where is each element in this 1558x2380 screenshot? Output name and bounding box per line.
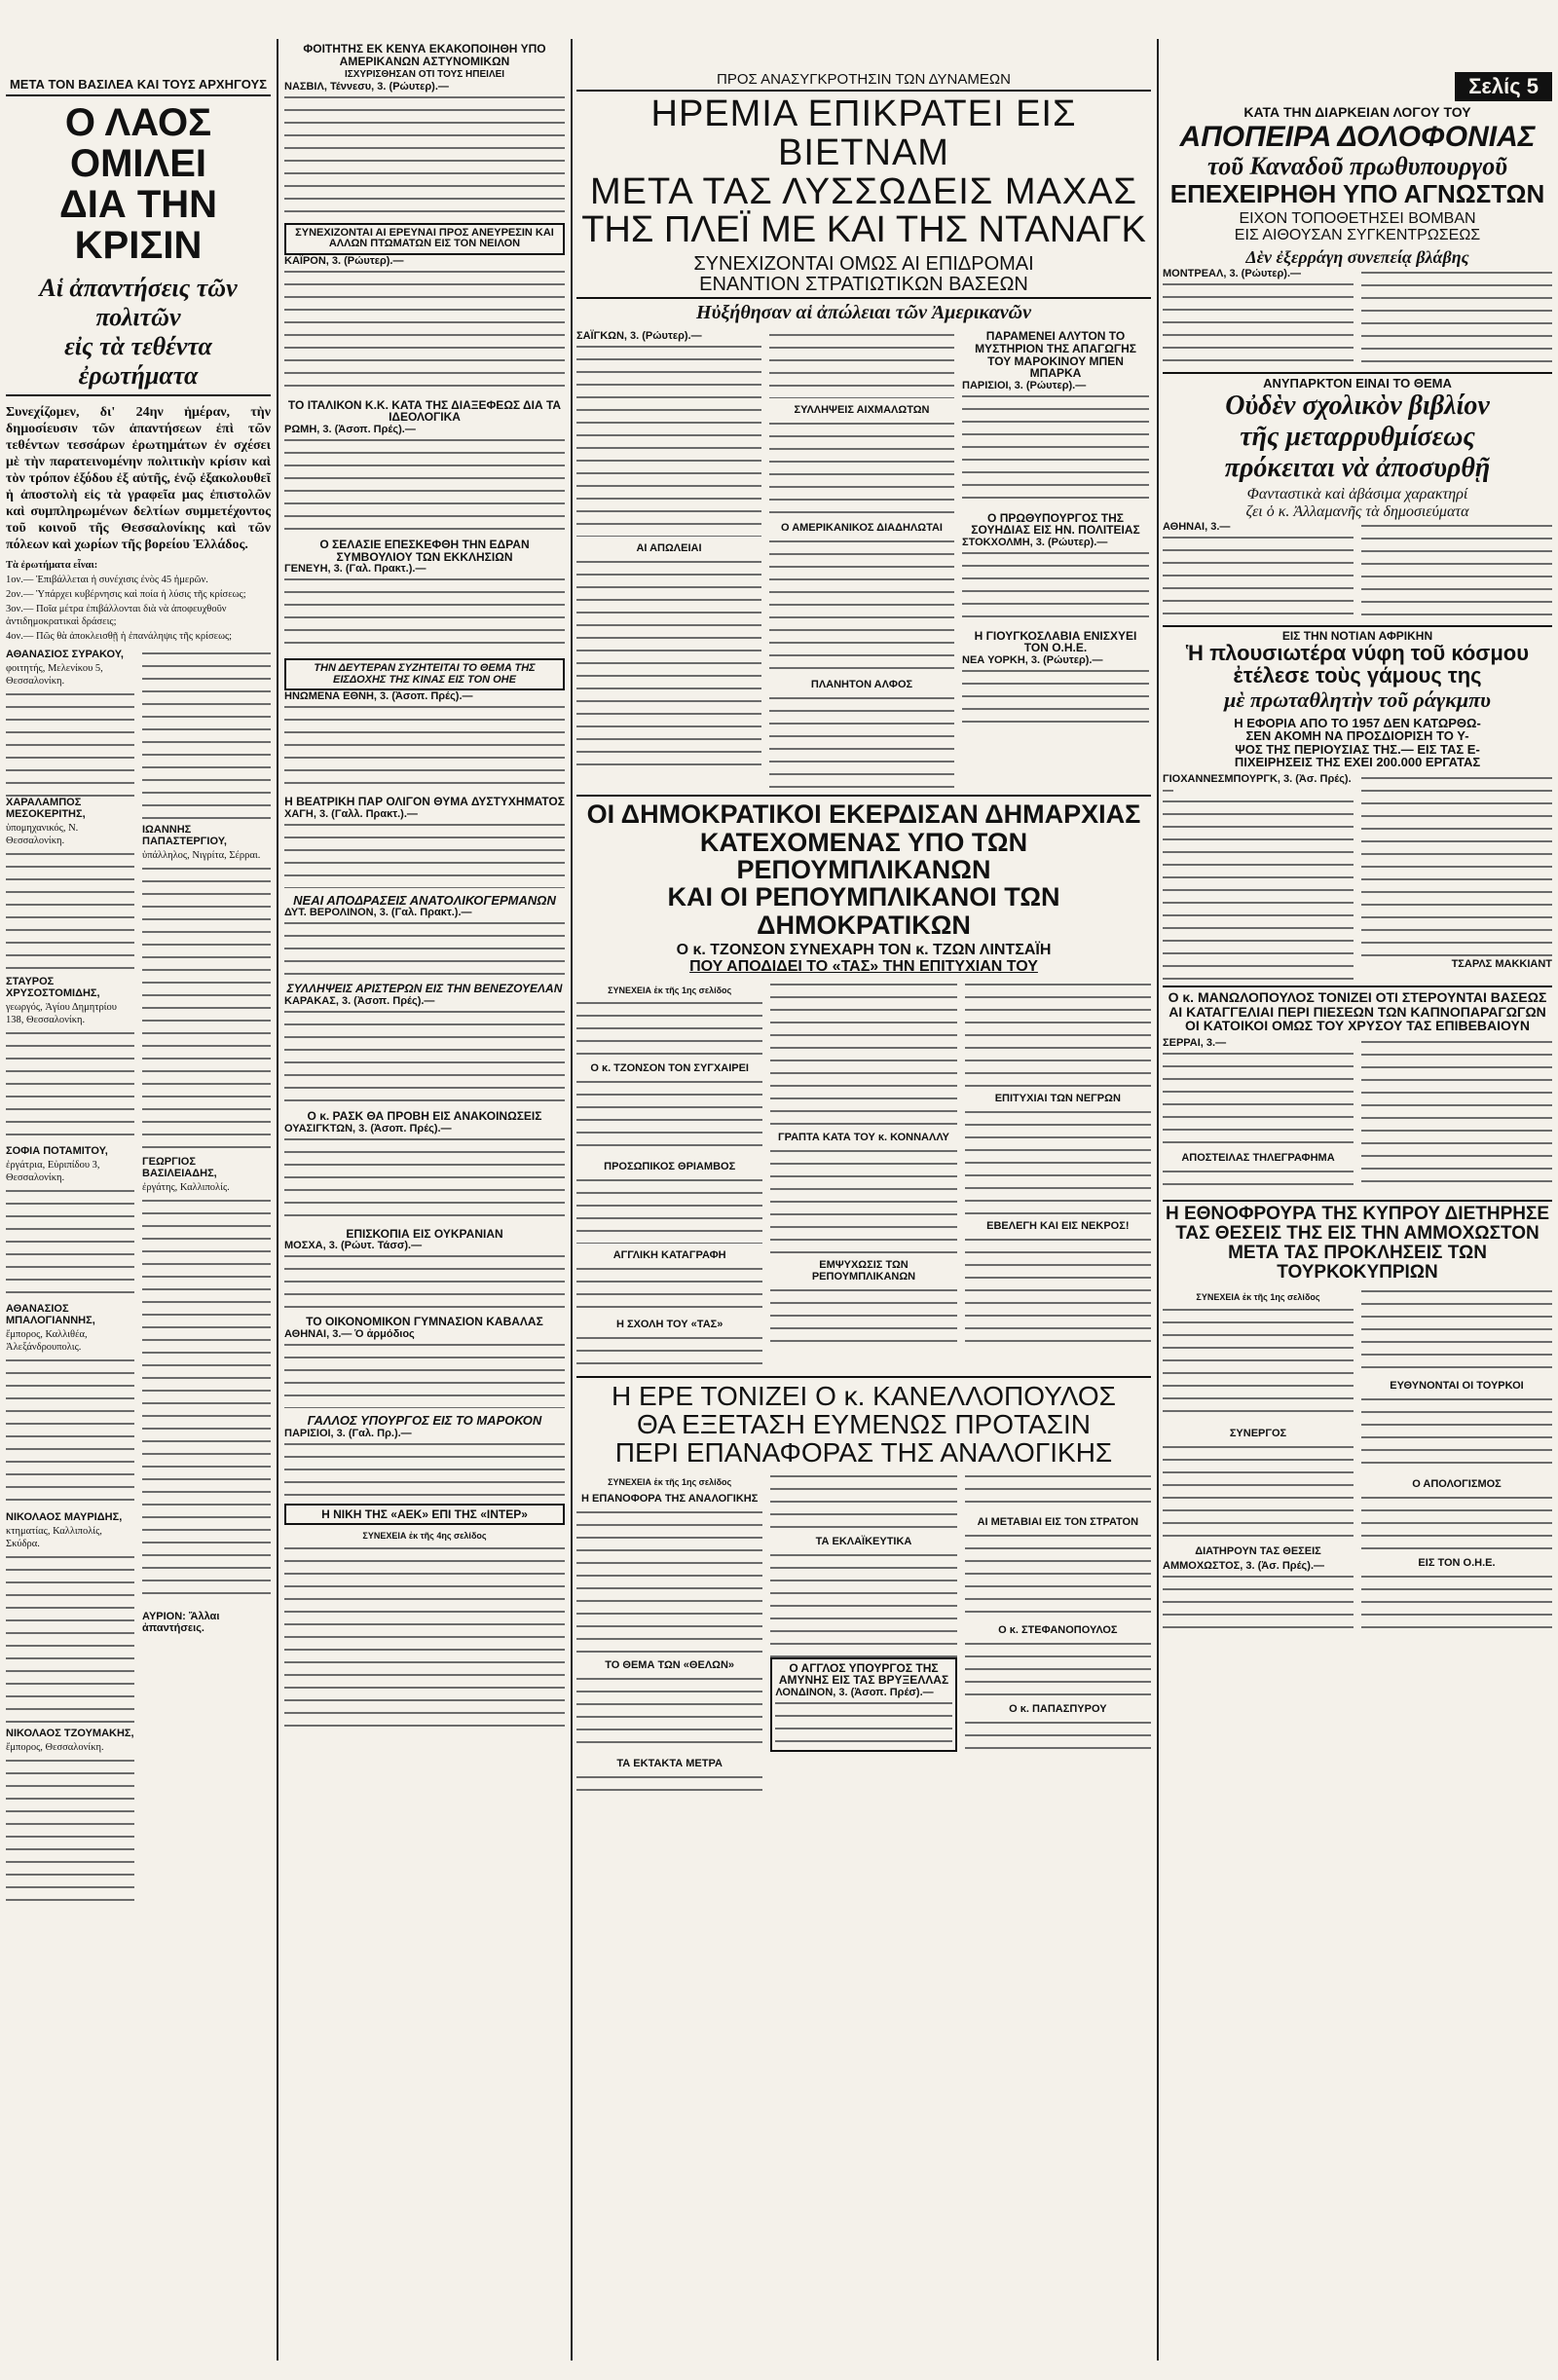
vietnam-headline-3: ΤΗΣ ΠΛΕΪ ΜΕ ΚΑΙ ΤΗΣ ΝΤΑΝΑΓΚ <box>581 209 1146 251</box>
answer-entry: ΓΕΩΡΓΙΟΣ ΒΑΣΙΛΕΙΑΔΗΣ, ἐργάτης, Καλλιπολίς. <box>142 1156 271 1605</box>
vietnam-body: ΣΑΪΓΚΩΝ, 3. (Ρώυτερ).— ΑΙ ΑΠΩΛΕΙΑΙ ΣΥΛΛΗΨΕΙΣ ΑΙΧΜΑΛΩΤΩΝ Ο ΑΜΕΡΙΚΑΝΙΚΟΣ ΔΙΑΔΗΛΩΤΑΙ ΠΛΑΝΗΤΟΝ ΑΛΦΟΣ ΠΑΡΑΜΕΝΕΙ ΑΛΥΤΟΝ ΤΟ ΜΥΣΤΗΡΙΟΝ ΤΗΣ ΑΠΑΓΩΓΗΣ ΤΟΥ ΜΑΡΟΚΙΝΟΥ ΜΠΕΝ ΜΠΑΡΚΑ ΠΑΡΙΣΙΟΙ, 3. (Ρώυτερ).— Ο ΠΡΩΘΥΠΟΥΡΓΟΣ ΤΗΣ ΣΟΥΗΔΙΑΣ ΕΙΣ ΗΝ. ΠΟΛΙΤΕΙΑΣ ΣΤΟΚΧΟΛΜΗ, 3. (Ρώυτερ).— Η ΓΙΟΥΓΚΟΣΛΑΒΙΑ ΕΝΙΣΧΥΕΙ ΤΟΝ Ο.Η.Ε. ΝΕΑ ΥΟΡΚΗ, 3. (Ρώυτερ).— <box>576 330 1151 791</box>
crisis-headline-1: Ο ΛΑΟΣ ΟΜΙΛΕΙ <box>64 100 212 185</box>
kenya-student-headline: ΦΟΙΤΗΤΗΣ ΕΚ ΚΕΝΥΑ ΕΚΑΚΟΠΟΙΗΘΗ ΥΠΟ ΑΜΕΡΙΚΑΝΩΝ ΑΣΤΥΝΟΜΙΚΩΝ <box>303 43 546 68</box>
vietnam-deck: Ηὐξήθησαν αἱ ἀπώλειαι τῶν Ἀμερικανῶν <box>696 302 1031 324</box>
selassie-headline: Ο ΣΕΛΑΣΙΕ ΕΠΕΣΚΕΦΘΗ ΤΗΝ ΕΔΡΑΝ ΣΥΜΒΟΥΛΙΟΥ ΤΩΝ ΕΚΚΛΗΣΙΩΝ <box>319 537 530 564</box>
canada-sub-2: ΕΙΣ ΑΙΘΟΥΣΑΝ ΣΥΓΚΕΝΤΡΩΣΕΩΣ <box>1234 227 1481 244</box>
canada-headline-1: ΑΠΟΠΕΙΡΑ ΔΟΛΟΦΟΝΙΑΣ <box>1179 120 1536 153</box>
answer-entry: ΑΘΑΝΑΣΙΟΣ ΜΠΑΛΟΓΙΑΝΝΗΣ, ἔμπορος, Καλλιθέα, Ἀλεξάνδρουπολις. <box>6 1303 134 1511</box>
vietnam-sub-1: ΣΥΝΕΧΙΖΟΝΤΑΙ ΟΜΩΣ ΑΙ ΕΠΙΔΡΟΜΑΙ <box>693 253 1034 276</box>
bride-headline-2: ἐτέλεσε τοὺς γάμους της <box>1233 663 1482 688</box>
column-rule <box>571 39 573 2361</box>
east-germans-headline: ΝΕΑΙ ΑΠΟΔΡΑΣΕΙΣ ΑΝΑΤΟΛΙΚΟΓΕΡΜΑΝΩΝ <box>293 892 556 908</box>
aek-win-headline: Η ΝΙΚΗ ΤΗΣ «ΑΕΚ» ΕΠΙ ΤΗΣ «ΙΝΤΕΡ» <box>284 1504 565 1526</box>
answers-right <box>142 649 271 1912</box>
question-3: 3ον.— Ποῖα μέτρα ἐπιβάλλονται διὰ νὰ ἀποφευχθοῦν ἀντιδημοκρατικαὶ δράσεις; <box>6 603 227 627</box>
crisis-headline-2: ΔΙΑ ΤΗΝ ΚΡΙΣΙΝ <box>58 182 218 267</box>
elections-sub-1: Ο κ. ΤΖΟΝΣΟΝ ΣΥΝΕΧΑΡΗ ΤΟΝ κ. ΤΖΩΝ ΛΙΝΤΣΑΪΗ <box>676 942 1052 959</box>
china-un-headline: ΤΗΝ ΔΕΥΤΕΡΑΝ ΣΥΖΗΤΕΙΤΑΙ ΤΟ ΘΕΜΑ ΤΗΣ ΕΙΣΔΟΧΗΣ ΤΗΣ ΚΙΝΑΣ ΕΙΣ ΤΟΝ ΟΗΕ <box>284 658 565 690</box>
news-brief-column: ΦΟΙΤΗΤΗΣ ΕΚ ΚΕΝΥΑ ΕΚΑΚΟΠΟΙΗΘΗ ΥΠΟ ΑΜΕΡΙΚΑΝΩΝ ΑΣΤΥΝΟΜΙΚΩΝ ΙΣΧΥΡΙΣΘΗΣΑΝ ΟΤΙ ΤΟΥΣ ΗΠΕΙΛΕΙ ΝΑΣΒΙΛ, Τέννεσυ, 3. (Ρώυτερ).— ΣΥΝΕΧΙΖΟΝΤΑΙ ΑΙ ΕΡΕΥΝΑΙ ΠΡΟΣ ΑΝΕΥΡΕΣΙΝ ΚΑΙ ΑΛΛΩΝ ΠΤΩΜΑΤΩΝ ΕΙΣ ΤΟΝ ΝΕΙΛΟΝ ΚΑΪΡΟΝ, 3. (Ρώυτερ).— ΤΟ ΙΤΑΛΙΚΟΝ Κ.Κ. ΚΑΤΑ ΤΗΣ ΔΙΑΞΕΦΕΩΣ ΔΙΑ ΤΑ ΙΔΕΟΛΟΓΙΚΑ ΡΩΜΗ, 3. (Ἀσοπ. Πρές).— Ο ΣΕΛΑΣΙΕ ΕΠΕΣΚΕΦΘΗ ΤΗΝ ΕΔΡΑΝ ΣΥΜΒΟΥΛΙΟΥ ΤΩΝ ΕΚΚΛΗΣΙΩΝ ΓΕΝΕΥΗ, 3. (Γαλ. Πρακτ.).— ΤΗΝ ΔΕΥΤΕΡΑΝ ΣΥΖΗΤΕΙΤΑΙ ΤΟ ΘΕΜΑ ΤΗΣ ΕΙΣΔΟΧΗΣ ΤΗΣ ΚΙΝΑΣ ΕΙΣ ΤΟΝ ΟΗΕ ΗΝΩΜΕΝΑ ΕΘΝΗ, 3. (Ἀσοπ. Πρές).— Η ΒΕΑΤΡΙΚΗ ΠΑΡ ΟΛΙΓΟΝ ΘΥΜΑ ΔΥΣΤΥΧΗΜΑΤΟΣ ΧΑΓΗ, 3. (Γαλλ. Πρακτ.).— ΝΕΑΙ ΑΠΟΔΡΑΣΕΙΣ ΑΝΑΤΟΛΙΚΟΓΕΡΜΑΝΩΝ ΔΥΤ. ΒΕΡΟΛΙΝΟΝ, 3. (Γαλ. Πρακτ.).— ΣΥΛΛΗΨΕΙΣ ΑΡΙΣΤΕΡΩΝ ΕΙΣ ΤΗΝ ΒΕΝΕΖΟΥΕΛΑΝ ΚΑΡΑΚΑΣ, 3. (Ἀσοπ. Πρές).— Ο κ. ΡΑΣΚ ΘΑ ΠΡΟΒΗ ΕΙΣ ΑΝΑΚΟΙΝΩΣΕΙΣ ΟΥΑΣΙΓΚΤΩΝ, 3. (Ἀσοπ. Πρές).— ΕΠΙΣΚΟΠΙΑ ΕΙΣ ΟΥΚΡΑΝΙΑΝ ΜΟΣΧΑ, 3. (Ρώυτ. Τάσσ).— ΤΟ ΟΙΚΟΝΟΜΙΚΟΝ ΓΥΜΝΑΣΙΟΝ ΚΑΒΑΛΑΣ ΑΘΗΝΑΙ, 3.— Ὁ ἀρμόδιος ΓΑΛΛΟΣ ΥΠΟΥΡΓΟΣ ΕΙΣ ΤΟ ΜΑΡΟΚΟΝ ΠΑΡΙΣΙΟΙ, 3. (Γαλ. Πρ.).— Η ΝΙΚΗ ΤΗΣ «ΑΕΚ» ΕΠΙ ΤΗΣ «ΙΝΤΕΡ» ΣΥΝΕΧΕΙΑ ἐκ τῆς 4ης σελίδος <box>284 43 565 2370</box>
schoolbook-headline-1: Οὐδὲν σχολικὸν βιβλίον <box>1225 390 1490 421</box>
canada-headline-2: τοῦ Καναδοῦ πρωθυπουργοῦ <box>1207 152 1507 181</box>
kavala-school-headline: ΤΟ ΟΙΚΟΝΟΜΙΚΟΝ ΓΥΜΝΑΣΙΟΝ ΚΑΒΑΛΑΣ <box>306 1315 543 1329</box>
elections-headline-3: ΚΑΙ ΟΙ ΡΕΠΟΥΜΠΛΙΚΑΝΟΙ ΤΩΝ ΔΗΜΟΚΡΑΤΙΚΩΝ <box>667 882 1060 940</box>
vietnam-kicker: ΠΡΟΣ ΑΝΑΣΥΓΚΡΟΤΗΣΙΝ ΤΩΝ ΔΥΝΑΜΕΩΝ <box>576 72 1151 92</box>
vietnam-sub-2: ΕΝΑΝΤΙΟΝ ΣΤΡΑΤΙΩΤΙΚΩΝ ΒΑΣΕΩΝ <box>576 275 1151 299</box>
vietnam-headline-2: ΜΕΤΑ ΤΑΣ ΛΥΣΣΩΔΕΙΣ ΜΑΧΑΣ <box>589 170 1137 212</box>
crisis-lead: Συνεχίζομεν, δι' 24ην ἡμέραν, τὴν δημοσίευσιν τῶν ἀπαντήσεων ἐπὶ τῶν τεθέντων τεσσάρων ἐρωτημάτων ἐν σχέσει μὲ τὴν παρατεινομένην πολιτικὴν κρίσιν καὶ τὸν τρόπον ἐξόδου ἐξ αὐτῆς, ἐνῷ ἐξακολουθεῖ ἡ ἀποστολὴ εἰς τὰ γραφεῖα μας ἐπιστολῶν καὶ συμπληρωμένων δελτίων συμμετέχοντος τοῦ κοινοῦ τῆς Θεσσαλονίκης καὶ τῶν πόλεων καὶ χωρίων τῆς βορείου Ἑλλάδος. <box>6 404 271 552</box>
tomorrow-note: ΑΥΡΙΟΝ: Ἄλλαι ἀπαντήσεις. <box>142 1610 220 1634</box>
crisis-column <box>6 78 271 2366</box>
answer-entry: ΙΩΑΝΝΗΣ ΠΑΠΑΣΤΕΡΓΙΟΥ, ὑπάλληλος, Νιγρίτα, Σέρραι. <box>142 824 271 1156</box>
schoolbook-headline-2: τῆς μεταρρυθμίσεως <box>1240 421 1475 452</box>
question-1: 1ον.— Ἐπιβάλλεται ἡ συνέχισις ἐνὸς 45 ἡμερῶν. <box>6 574 208 585</box>
yugoslavia-un-headline: Η ΓΙΟΥΓΚΟΣΛΑΒΙΑ ΕΝΙΣΧΥΕΙ ΤΟΝ Ο.Η.Ε. <box>974 628 1137 655</box>
canada-deck: Δὲν ἐξερράγη συνεπείᾳ βλάβης <box>1245 247 1469 268</box>
answer-entry: ΣΤΑΥΡΟΣ ΧΡΥΣΟΣΤΟΜΙΔΗΣ, γεωργός, Ἁγίου Δημητρίου 138, Θεσσαλονίκη. <box>6 976 134 1145</box>
canada-sub-1: ΕΙΧΟΝ ΤΟΠΟΘΕΤΗΣΕΙ ΒΟΜΒΑΝ <box>1239 210 1476 228</box>
elections-sub-2: ΠΟΥ ΑΠΟΔΙΔΕΙ ΤΟ «ΤΑΣ» ΤΗΝ ΕΠΙΤΥΧΙΑΝ ΤΟΥ <box>689 957 1038 975</box>
answer-entry: ΑΘΑΝΑΣΙΟΣ ΣΥΡΑΚΟΥ, φοιτητής, Μελενίκου 5, Θεσσαλονίκη. <box>6 649 134 797</box>
defence-minister-box: Ο ΑΓΓΛΟΣ ΥΠΟΥΡΓΟΣ ΤΗΣ ΑΜΥΝΗΣ ΕΙΣ ΤΑΣ ΒΡΥΞΕΛΛΑΣ ΛΟΝΔΙΝΟΝ, 3. (Ἀσοπ. Πρέσ).— <box>770 1657 956 1752</box>
nile-search-headline: ΣΥΝΕΧΙΖΟΝΤΑΙ ΑΙ ΕΡΕΥΝΑΙ ΠΡΟΣ ΑΝΕΥΡΕΣΙΝ ΚΑΙ ΑΛΛΩΝ ΠΤΩΜΑΤΩΝ ΕΙΣ ΤΟΝ ΝΕΙΛΟΝ <box>284 223 565 255</box>
bride-headline-3: μὲ πρωταθλητὴν τοῦ ράγκμπυ <box>1224 687 1491 712</box>
ere-headline-3: ΠΕΡΙ ΕΠΑΝΑΦΟΡΑΣ ΤΗΣ ΑΝΑΛΟΓΙΚΗΣ <box>614 1437 1113 1469</box>
italian-cp-headline: ΤΟ ΙΤΑΛΙΚΟΝ Κ.Κ. ΚΑΤΑ ΤΗΣ ΔΙΑΞΕΦΕΩΣ ΔΙΑ ΤΑ ΙΔΕΟΛΟΓΙΚΑ <box>287 397 562 425</box>
answer-entry: ΣΟΦΙΑ ΠΟΤΑΜΙΤΟΥ, ἐργάτρια, Εὐριπίδου 3, Θεσσαλονίκη. <box>6 1145 134 1303</box>
answer-entry: ΝΙΚΟΛΑΟΣ ΜΑΥΡΙΔΗΣ, κτηματίας, Καλλιπολίς, Σκύδρα. <box>6 1511 134 1728</box>
canada-dateline: ΜΟΝΤΡΕΑΛ, 3. (Ρώυτερ).— <box>1163 268 1302 280</box>
rusk-headline: Ο κ. ΡΑΣΚ ΘΑ ΠΡΟΒΗ ΕΙΣ ΑΝΑΚΟΙΝΩΣΕΙΣ <box>307 1109 542 1124</box>
elections-story: ΟΙ ΔΗΜΟΚΡΑΤΙΚΟΙ ΕΚΕΡΔΙΣΑΝ ΔΗΜΑΡΧΙΑΣ ΚΑΤΕΧΟΜΕΝΑΣ ΥΠΟ ΤΩΝ ΡΕΠΟΥΜΠΛΙΚΑΝΩΝ ΚΑΙ ΟΙ ΡΕΠΟΥΜΠΛΙΚΑΝΟΙ ΤΩΝ ΔΗΜΟΚΡΑΤΙΚΩΝ Ο κ. ΤΖΟΝΣΟΝ ΣΥΝΕΧΑΡΗ ΤΟΝ κ. ΤΖΩΝ ΛΙΝΤΣΑΪΗ ΠΟΥ ΑΠΟΔΙΔΕΙ ΤΟ «ΤΑΣ» ΤΗΝ ΕΠΙΤΥΧΙΑΝ ΤΟΥ ΣΥΝΕΧΕΙΑ ἐκ τῆς 1ης σελίδος Ο κ. ΤΖΟΝΣΟΝ ΤΟΝ ΣΥΓΧΑΙΡΕΙ ΠΡΟΣΩΠΙΚΟΣ ΘΡΙΑΜΒΟΣ ΑΓΓΛΙΚΗ ΚΑΤΑΓΡΑΦΗ Η ΣΧΟΛΗ ΤΟΥ «ΤΑΣ» ΓΡΑΠΤΑ ΚΑΤΑ ΤΟΥ κ. ΚΟΝΝΑΛΛΥ ΕΜΨΥΧΩΣΙΣ ΤΩΝ ΡΕΠΟΥΜΠΛΙΚΑΝΩΝ ΕΠΙΤΥΧΙΑΙ ΤΩΝ ΝΕΓΡΩΝ ΕΒΕΛΕΓΗ ΚΑΙ ΕΙΣ ΝΕΚΡΟΣ! <box>576 795 1151 1371</box>
ere-story: Η ΕΡΕ ΤΟΝΙΖΕΙ Ο κ. ΚΑΝΕΛΛΟΠΟΥΛΟΣ ΘΑ ΕΞΕΤΑΣΗ ΕΥΜΕΝΩΣ ΠΡΟΤΑΣΙΝ ΠΕΡΙ ΕΠΑΝΑΦΟΡΑΣ ΤΗΣ ΑΝΑΛΟΓΙΚΗΣ ΣΥΝΕΧΕΙΑ ἐκ τῆς 1ης σελίδος Η ΕΠΑΝΟΦΟΡΑ ΤΗΣ ΑΝΑΛΟΓΙΚΗΣ ΤΟ ΘΕΜΑ ΤΩΝ «ΘΕΛΩΝ» ΤΑ ΕΚΤΑΚΤΑ ΜΕΤΡΑ ΤΑ ΕΚΛΑΪΚΕΥΤΙΚΑ Ο ΑΓΓΛΟΣ ΥΠΟΥΡΓΟΣ ΤΗΣ ΑΜΥΝΗΣ ΕΙΣ ΤΑΣ ΒΡΥΞΕΛΛΑΣ ΛΟΝΔΙΝΟΝ, 3. (Ἀσοπ. Πρέσ).— ΑΙ ΜΕΤΑΒΙΑΙ ΕΙΣ ΤΟΝ ΣΤΡΑΤΟΝ Ο κ. ΣΤΕΦΑΝΟΠΟΥΛΟΣ Ο κ. ΠΑΠΑΣΠΥΡΟΥ <box>576 1376 1151 1802</box>
answers-left <box>6 649 134 1912</box>
elections-headline-1: ΟΙ ΔΗΜΟΚΡΑΤΙΚΟΙ ΕΚΕΡΔΙΣΑΝ ΔΗΜΑΡΧΙΑΣ <box>586 800 1141 830</box>
vietnam-headline-1: ΗΡΕΜΙΑ ΕΠΙΚΡΑΤΕΙ ΕΙΣ ΒΙΕΤΝΑΜ <box>650 93 1077 173</box>
vietnam-dateline: ΣΑΪΓΚΩΝ, 3. (Ρώυτερ).— <box>576 330 702 343</box>
column-rule <box>1157 39 1159 2361</box>
south-africa-story: ΕΙΣ ΤΗΝ ΝΟΤΙΑΝ ΑΦΡΙΚΗΝ Ἡ πλουσιωτέρα νύφη τοῦ κόσμου ἐτέλεσε τοὺς γάμους της μὲ πρωταθλητὴν τοῦ ράγκμπυ Η ΕΦΟΡΙΑ ΑΠΟ ΤΟ 1957 ΔΕΝ ΚΑΤΩΡΘΩ- ΣΕΝ ΑΚΟΜΗ ΝΑ ΠΡΟΣΔΙΟΡΙΣΗ ΤΟ Υ- ΨΟΣ ΤΗΣ ΠΕΡΙΟΥΣΙΑΣ ΤΗΣ.— ΕΙΣ ΤΑΣ Ε- ΠΙΧΕΙΡΗΣΕΙΣ ΤΗΣ ΕΧΕΙ 200.000 ΕΡΓΑΤΑΣ ΓΙΟΧΑΝΝΕΣΜΠΟΥΡΓΚ, 3. (Ἀσ. Πρές).— ΤΣΑΡΛΣ ΜΑΚΚΙΑΝΤ <box>1163 625 1552 982</box>
venezuela-headline: ΣΥΛΛΗΨΕΙΣ ΑΡΙΣΤΕΡΩΝ ΕΙΣ ΤΗΝ ΒΕΝΕΖΟΥΕΛΑΝ <box>286 982 563 996</box>
column-rule <box>277 39 278 2361</box>
answers-columns <box>6 649 271 1912</box>
canada-headline-3: ΕΠΕΧΕΙΡΗΘΗ ΥΠΟ ΑΓΝΩΣΤΩΝ <box>1169 179 1545 209</box>
canada-kicker: ΚΑΤΑ ΤΗΝ ΔΙΑΡΚΕΙΑΝ ΛΟΓΟΥ ΤΟΥ <box>1243 104 1471 120</box>
sweden-pm-headline: Ο ΠΡΩΘΥΠΟΥΡΓΟΣ ΤΗΣ ΣΟΥΗΔΙΑΣ ΕΙΣ ΗΝ. ΠΟΛΙΤΕΙΑΣ <box>971 510 1140 538</box>
question-2: 2ον.— Ὑπάρχει κυβέρνησις καὶ ποία ἡ λύσις τῆς κρίσεως; <box>6 588 246 600</box>
crisis-deck-2: εἰς τὰ τεθέντα ἐρωτήματα <box>6 332 271 396</box>
answer-entry: ΧΑΡΑΛΑΜΠΟΣ ΜΕΣΟΚΕΡΙΤΗΣ, ὑπομηχανικός, Ν. Θεσσαλονίκη. <box>6 797 134 976</box>
elections-headline-2: ΚΑΤΕΧΟΜΕΝΑΣ ΥΠΟ ΤΩΝ ΡΕΠΟΥΜΠΛΙΚΑΝΩΝ <box>699 827 1028 884</box>
crisis-kicker: ΜΕΤΑ ΤΟΝ ΒΑΣΙΛΕΑ ΚΑΙ ΤΟΥΣ ΑΡΧΗΓΟΥΣ <box>6 78 271 96</box>
ukraine-headline: ΕΠΙΣΚΟΠΙΑ ΕΙΣ ΟΥΚΡΑΝΙΑΝ <box>346 1226 503 1241</box>
kenya-student-subhead: ΙΣΧΥΡΙΣΘΗΣΑΝ ΟΤΙ ΤΟΥΣ ΗΠΕΙΛΕΙ <box>344 69 505 81</box>
crisis-deck-1: Αἱ ἀπαντήσεις τῶν πολιτῶν <box>39 273 238 331</box>
beatrix-headline: Η ΒΕΑΤΡΙΚΗ ΠΑΡ ΟΛΙΓΟΝ ΘΥΜΑ ΔΥΣΤΥΧΗΜΑΤΟΣ <box>284 795 565 809</box>
ere-headline-2: ΘΑ ΕΞΕΤΑΣΗ ΕΥΜΕΝΩΣ ΠΡΟΤΑΣΙΝ <box>636 1409 1092 1440</box>
page-number-badge: Σελίς 5 <box>1455 72 1552 101</box>
morocco-minister-headline: ΓΑΛΛΟΣ ΥΠΟΥΡΓΟΣ ΕΙΣ ΤΟ ΜΑΡΟΚΟΝ <box>307 1412 542 1428</box>
schoolbook-headline-3: πρόκειται νὰ ἀποσυρθῇ <box>1224 452 1491 483</box>
answer-entry: ΝΙΚΟΛΑΟΣ ΤΖΟΥΜΑΚΗΣ, ἔμπορος, Θεσσαλονίκη. <box>6 1728 134 1912</box>
bride-headline-1: Ἡ πλουσιωτέρα νύφη τοῦ κόσμου <box>1185 641 1530 666</box>
right-section <box>1163 72 1552 2370</box>
tobacco-story: Ο κ. ΜΑΝΩΛΟΠΟΥΛΟΣ ΤΟΝΙΖΕΙ ΟΤΙ ΣΤΕΡΟΥΝΤΑΙ ΒΑΣΕΩΣ ΑΙ ΚΑΤΑΓΓΕΛΙΑΙ ΠΕΡΙ ΠΙΕΣΕΩΝ ΤΩΝ ΚΑΠΝΟΠΑΡΑΓΩΓΩΝ ΟΙ ΚΑΤΟΙΚΟΙ ΟΜΩΣ ΤΟΥ ΧΡΥΣΟΥ ΤΑΣ ΕΠΙΒΕΒΑΙΟΥΝ ΣΕΡΡΑΙ, 3.— ΑΠΟΣΤΕΙΛΑΣ ΤΗΛΕΓΡΑΦΗΜΑ <box>1163 985 1552 1196</box>
ere-headline-1: Η ΕΡΕ ΤΟΝΙΖΕΙ Ο κ. ΚΑΝΕΛΛΟΠΟΥΛΟΣ <box>612 1380 1116 1411</box>
center-section <box>576 72 1151 2370</box>
schoolbook-story: ΑΝΥΠΑΡΚΤΟΝ ΕΙΝΑΙ ΤΟ ΘΕΜΑ Οὐδὲν σχολικὸν βιβλίον τῆς μεταρρυθμίσεως πρόκειται νὰ ἀποσυρθῇ Φανταστικὰ καὶ ἀβάσιμα χαρακτηρί ζει ὁ κ. Ἀλλαμανῆς τὰ δημοσιεύματα ΑΘΗΝΑΙ, 3.— <box>1163 372 1552 621</box>
question-4: 4ον.— Πῶς θὰ ἀποκλεισθῇ ἡ ἐπανάληψις τῆς κρίσεως; <box>6 630 233 642</box>
cyprus-story: Η ΕΘΝΟΦΡΟΥΡΑ ΤΗΣ ΚΥΠΡΟΥ ΔΙΕΤΗΡΗΣΕ ΤΑΣ ΘΕΣΕΙΣ ΤΗΣ ΕΙΣ ΤΗΝ ΑΜΜΟΧΩΣΤΟΝ ΜΕΤΑ ΤΑΣ ΠΡΟΚΛΗΣΕΙΣ ΤΩΝ ΤΟΥΡΚΟΚΥΠΡΙΩΝ ΣΥΝΕΧΕΙΑ ἐκ τῆς 1ης σελίδος ΣΥΝΕΡΓΟΣ ΔΙΑΤΗΡΟΥΝ ΤΑΣ ΘΕΣΕΙΣ ΑΜΜΟΧΩΣΤΟΣ, 3. (Ἀσ. Πρές).— ΕΥΘΥΝΟΝΤΑΙ ΟΙ ΤΟΥΡΚΟΙ Ο ΑΠΟΛΟΓΙΣΜΟΣ ΕΙΣ ΤΟΝ Ο.Η.Ε. <box>1163 1200 1552 1630</box>
benbarka-headline: ΠΑΡΑΜΕΝΕΙ ΑΛΥΤΟΝ ΤΟ ΜΥΣΤΗΡΙΟΝ ΤΗΣ ΑΠΑΓΩΓΗΣ ΤΟΥ ΜΑΡΟΚΙΝΟΥ ΜΠΕΝ ΜΠΑΡΚΑ <box>975 329 1136 381</box>
questions-intro: Τὰ ἐρωτήματα εἶναι: <box>6 559 98 571</box>
